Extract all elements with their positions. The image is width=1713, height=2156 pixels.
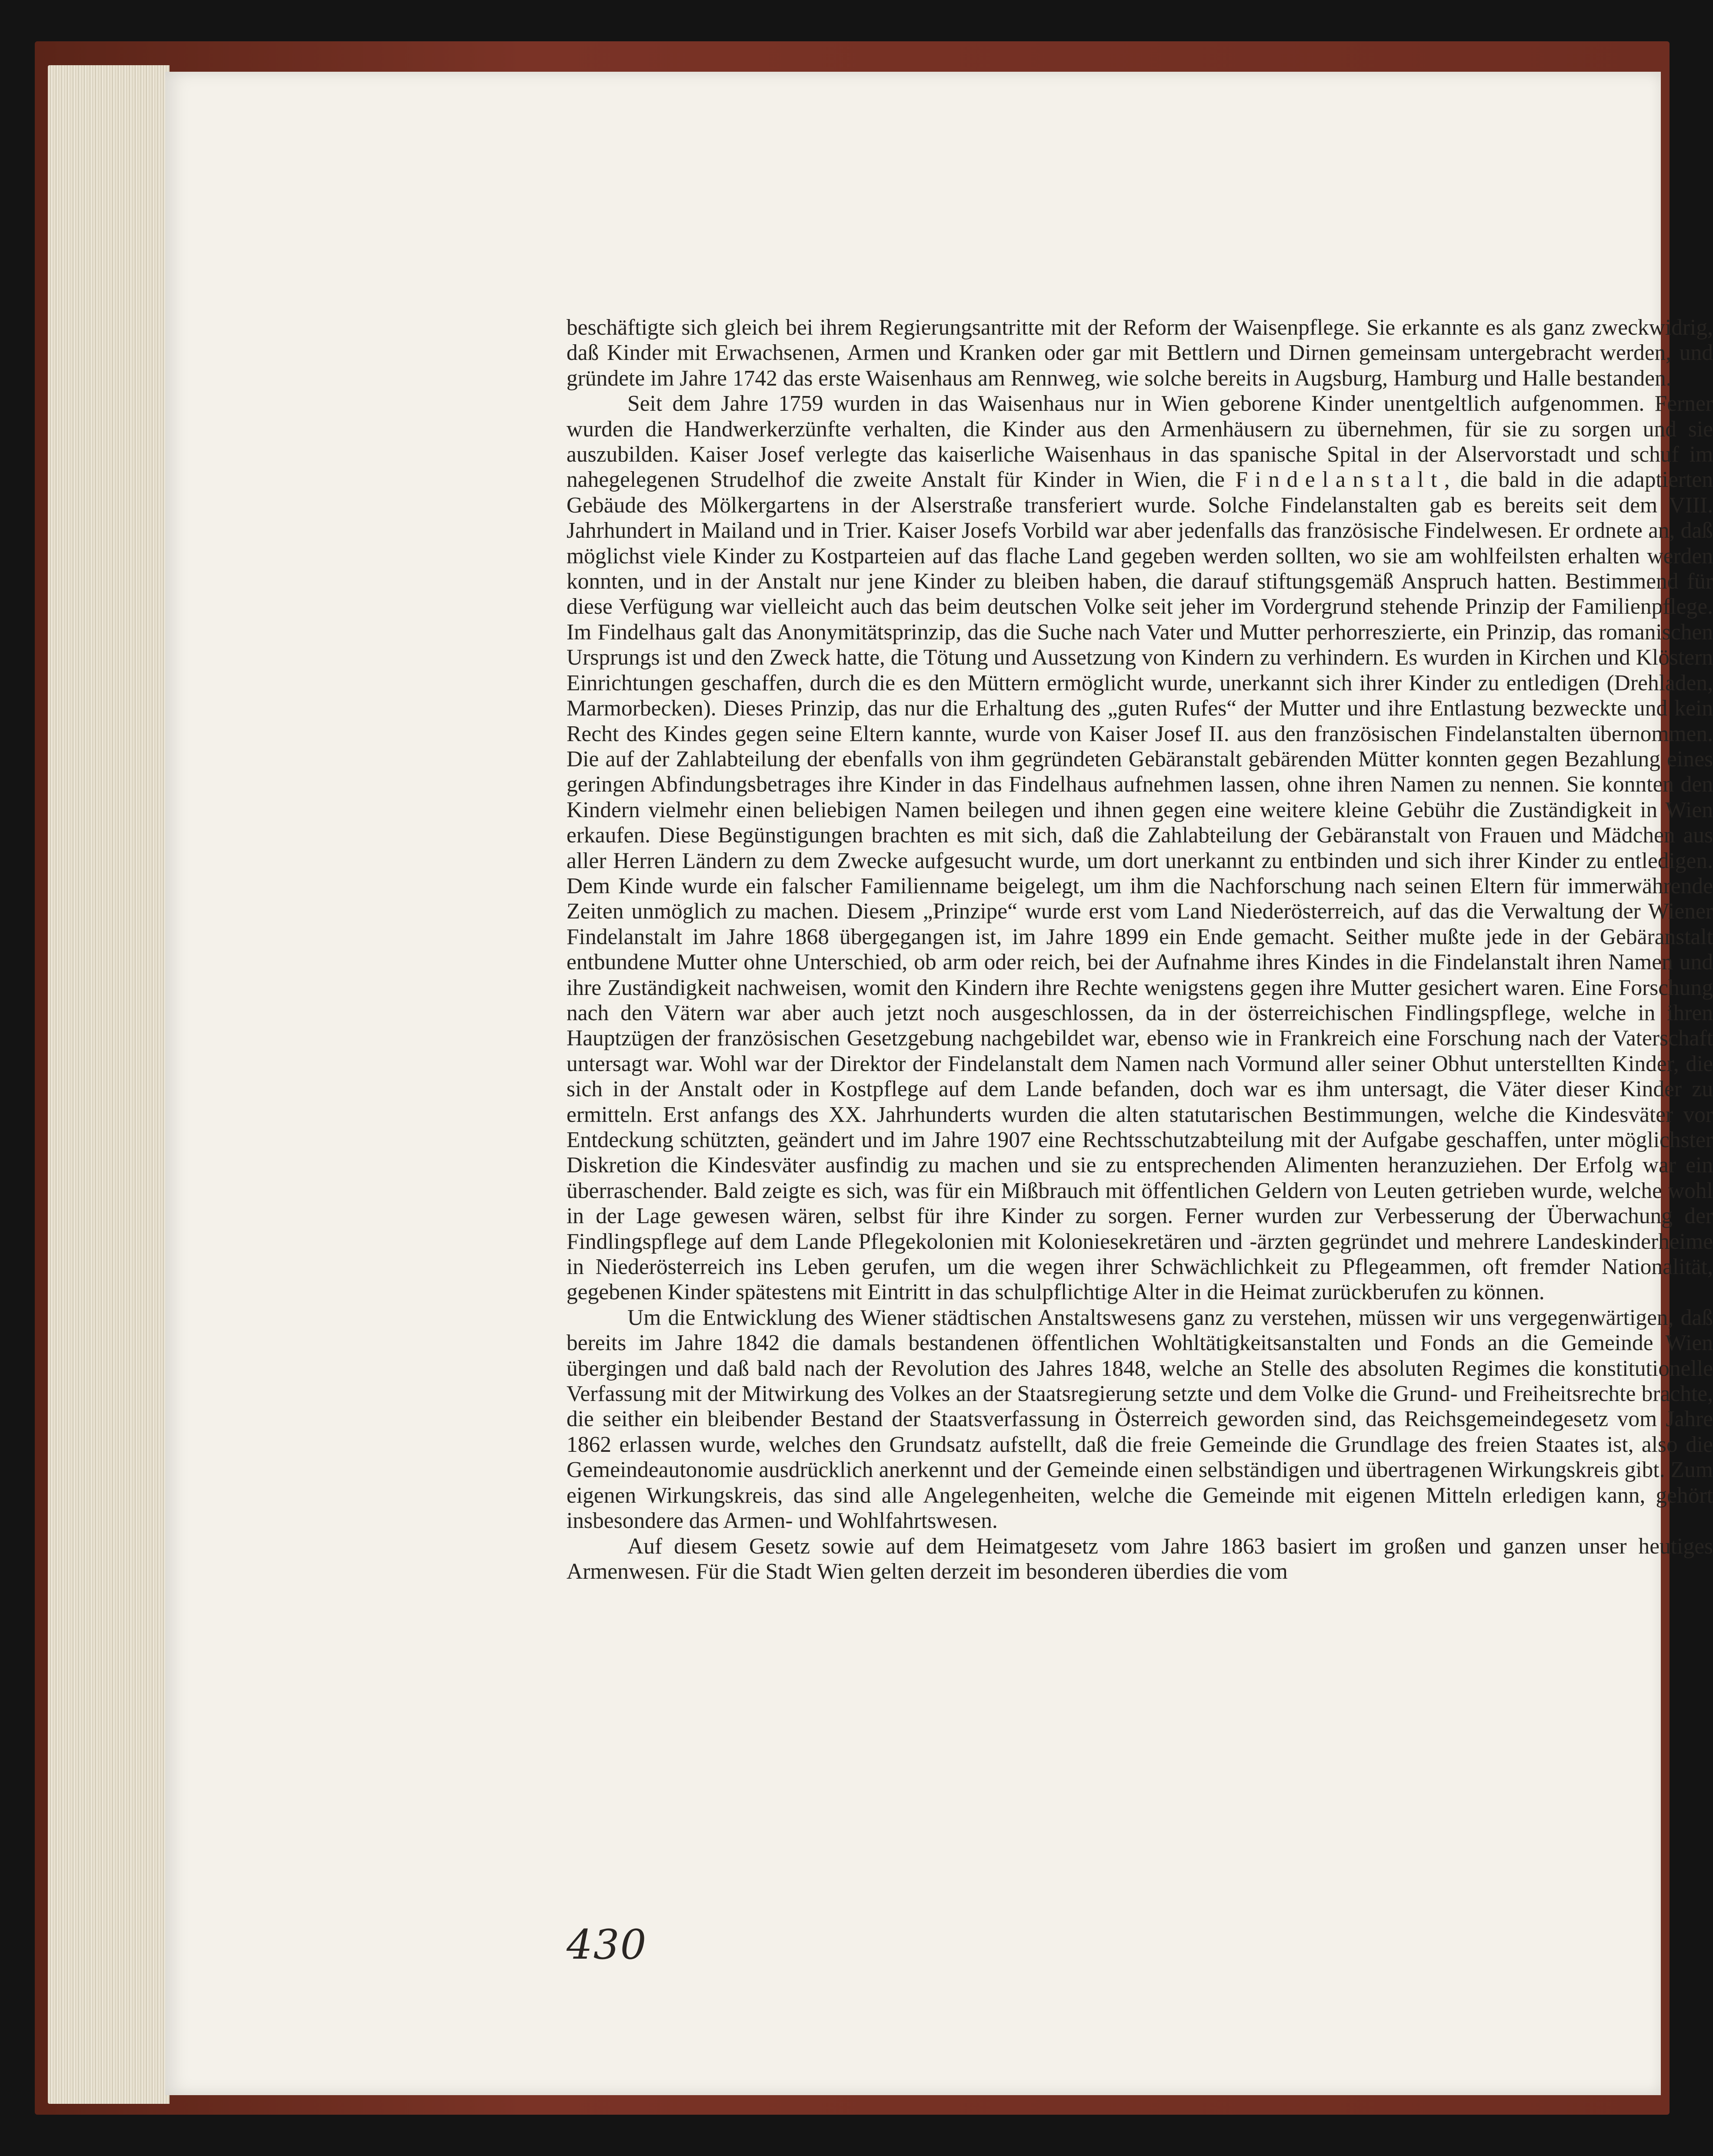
page-number: 430	[567, 1921, 647, 1969]
paragraph-4: Auf diesem Gesetz sowie auf dem Heimatgesetz vom Jahre 1863 basiert im großen und ganzen unser heutiges Armenwesen. Für die Stadt Wien gelten derzeit im besonderen überdies die vom	[567, 1534, 1713, 1584]
text-block	[567, 315, 1713, 1584]
paragraph-2	[567, 391, 1713, 1305]
page-edges	[48, 65, 170, 2104]
spaced-term-findelanstalt: Findelanstalt	[1235, 467, 1444, 492]
paragraph-2-text-a: Seit dem Jahre 1759 wurden in das Waisenhaus nur in Wien geborene Kinder unentgeltlich aufgenommen. Ferner wurden die Handwerkerzünfte verhalten, die Kinder aus den Armenhäusern zu übernehmen, für sie zu sorgen und sie auszubilden. Kaiser Josef verlegte das kaiserliche Waisenhaus in das spanische Spital in der Alservorstadt und schuf im nahegelegenen Strudelhof die zweite Anstalt für Kinder in Wien, die	[567, 391, 1713, 492]
book-page	[165, 72, 1713, 2095]
paragraph-1: beschäftigte sich gleich bei ihrem Regierungsantritte mit der Reform der Waisenpflege. Sie erkannte es als ganz zweckwidrig, daß Kinder mit Erwachsenen, Armen und Kranken oder gar mit Bettlern und Dirnen gemeinsam untergebracht werden, und gründete im Jahre 1742 das erste Waisenhaus am Rennweg, wie solche bereits in Augsburg, Hamburg und Halle bestanden.	[567, 315, 1713, 391]
paragraph-2-text-b: , die bald in die adaptierten Gebäude des Mölkergartens in der Alserstraße transferiert wurde. Solche Findelanstalten gab es bereits seit dem VIII. Jahrhundert in Mailand und in Trier. Kaiser Josefs Vorbild war aber jedenfalls das französische Findelwesen. Er ordnete an, daß möglichst viele Kinder zu Kostparteien auf das flache Land gegeben werden sollten, wo sie am wohlfeilsten erhalten werden konnten, und in der Anstalt nur jene Kinder zu bleiben haben, die darauf stiftungsgemäß Anspruch hatten. Bestimmend für diese Verfügung war vielleicht auch das beim deutschen Volke seit jeher im Vordergrund stehende Prinzip der Familienpflege. Im Findelhaus galt das Anonymitätsprinzip, das die Suche nach Vater und Mutter perhorreszierte, ein Prinzip, das romanischen Ursprungs ist und den Zweck hatte, die Tötung und Aussetzung von Kindern zu verhindern. Es wurden in Kirchen und Klöstern Einrichtungen geschaffen, durch die es den Müttern ermöglicht wurde, unerkannt sich ihrer Kinder zu entledigen (Drehladen, Marmorbecken). Dieses Prinzip, das nur die Erhaltung des „guten Rufes“ der Mutter und ihre Entlastung bezweckte und kein Recht des Kindes gegen seine Eltern kannte, wurde von Kaiser Josef II. aus den französischen Findelanstalten übernommen. Die auf der Zahlabteilung der ebenfalls von ihm gegründeten Gebäranstalt gebärenden Mütter konnten gegen Bezahlung eines geringen Abfindungsbetrages ihre Kinder in das Findelhaus aufnehmen lassen, ohne ihren Namen zu nennen. Sie konnten den Kindern vielmehr einen beliebigen Namen beilegen und ihnen gegen eine weitere kleine Gebühr die Zuständigkeit in Wien erkaufen. Diese Begünstigungen brachten es mit sich, daß die Zahlabteilung der Gebäranstalt von Frauen und Mädchen aus aller Herren Ländern zu dem Zwecke aufgesucht wurde, um dort unerkannt zu entbinden und sich ihrer Kinder zu entledigen. Dem Kinde wurde ein falscher Familienname beigelegt, um ihm die Nachforschung nach seinen Eltern für immerwährende Zeiten unmöglich zu machen. Diesem „Prinzipe“ wurde erst vom Land Niederösterreich, auf das die Verwaltung der Wiener Findelanstalt im Jahre 1868 übergegangen ist, im Jahre 1899 ein Ende gemacht. Seither mußte jede in der Gebäranstalt entbundene Mutter ohne Unterschied, ob arm oder reich, bei der Aufnahme ihres Kindes in die Findelanstalt ihren Namen und ihre Zuständigkeit nachweisen, womit den Kindern ihre Rechte wenigstens gegen ihre Mutter gesichert waren. Eine Forschung nach den Vätern war aber auch jetzt noch ausgeschlossen, da in der österreichischen Findlingspflege, welche in ihren Hauptzügen der französischen Gesetzgebung nachgebildet war, ebenso wie in Frankreich eine Forschung nach der Vaterschaft untersagt war. Wohl war der Direktor der Findelanstalt dem Namen nach Vormund aller seiner Obhut unterstellten Kinder, die sich in der Anstalt oder in Kostpflege auf dem Lande befanden, doch war es ihm untersagt, die Väter dieser Kinder zu ermitteln. Erst anfangs des XX. Jahrhunderts wurden die alten statutarischen Bestimmungen, welche die Kindesväter vor Entdeckung schützten, geändert und im Jahre 1907 eine Rechtsschutzabteilung mit der Aufgabe geschaffen, unter möglichster Diskretion die Kindesväter ausfindig zu machen und sie zu entsprechenden Alimenten heranzuziehen. Der Erfolg war ein überraschender. Bald zeigte es sich, was für ein Mißbrauch mit öffentlichen Geldern von Leuten getrieben wurde, welche wohl in der Lage gewesen wären, selbst für ihre Kinder zu sorgen. Ferner wurden zur Verbesserung der Überwachung der Findlingspflege auf dem Lande Pflegekolonien mit Koloniesekretären und -ärzten gegründet und mehrere Landeskinderheime in Niederösterreich ins Leben gerufen, um die wegen ihrer Schwächlichkeit zu Pflegeammen, oft fremder Nationalität, gegebenen Kinder spätestens mit Eintritt in das schulpflichtige Alter in die Heimat zurückberufen zu können.	[567, 467, 1713, 1305]
paragraph-3: Um die Entwicklung des Wiener städtischen Anstaltswesens ganz zu verstehen, müssen wir uns vergegenwärtigen, daß bereits im Jahre 1842 die damals bestandenen öffentlichen Wohltätigkeitsanstalten und Fonds an die Gemeinde Wien übergingen und daß bald nach der Revolution des Jahres 1848, welche an Stelle des absoluten Regimes die konstitutionelle Verfassung mit der Mitwirkung des Volkes an der Staatsregierung setzte und dem Volke die Grund- und Freiheitsrechte brachte, die seither ein bleibender Bestand der Staatsverfassung in Österreich geworden sind, das Reichsgemeindegesetz vom Jahre 1862 erlassen wurde, welches den Grundsatz aufstellt, daß die freie Gemeinde die Grundlage des freien Staates ist, also die Gemeindeautonomie ausdrücklich anerkennt und der Gemeinde einen selbständigen und übertragenen Wirkungskreis gibt. Zum eigenen Wirkungskreis, das sind alle Angelegenheiten, welche die Gemeinde mit eigenen Mitteln erledigen kann, gehört insbesondere das Armen- und Wohlfahrtswesen.	[567, 1305, 1713, 1534]
